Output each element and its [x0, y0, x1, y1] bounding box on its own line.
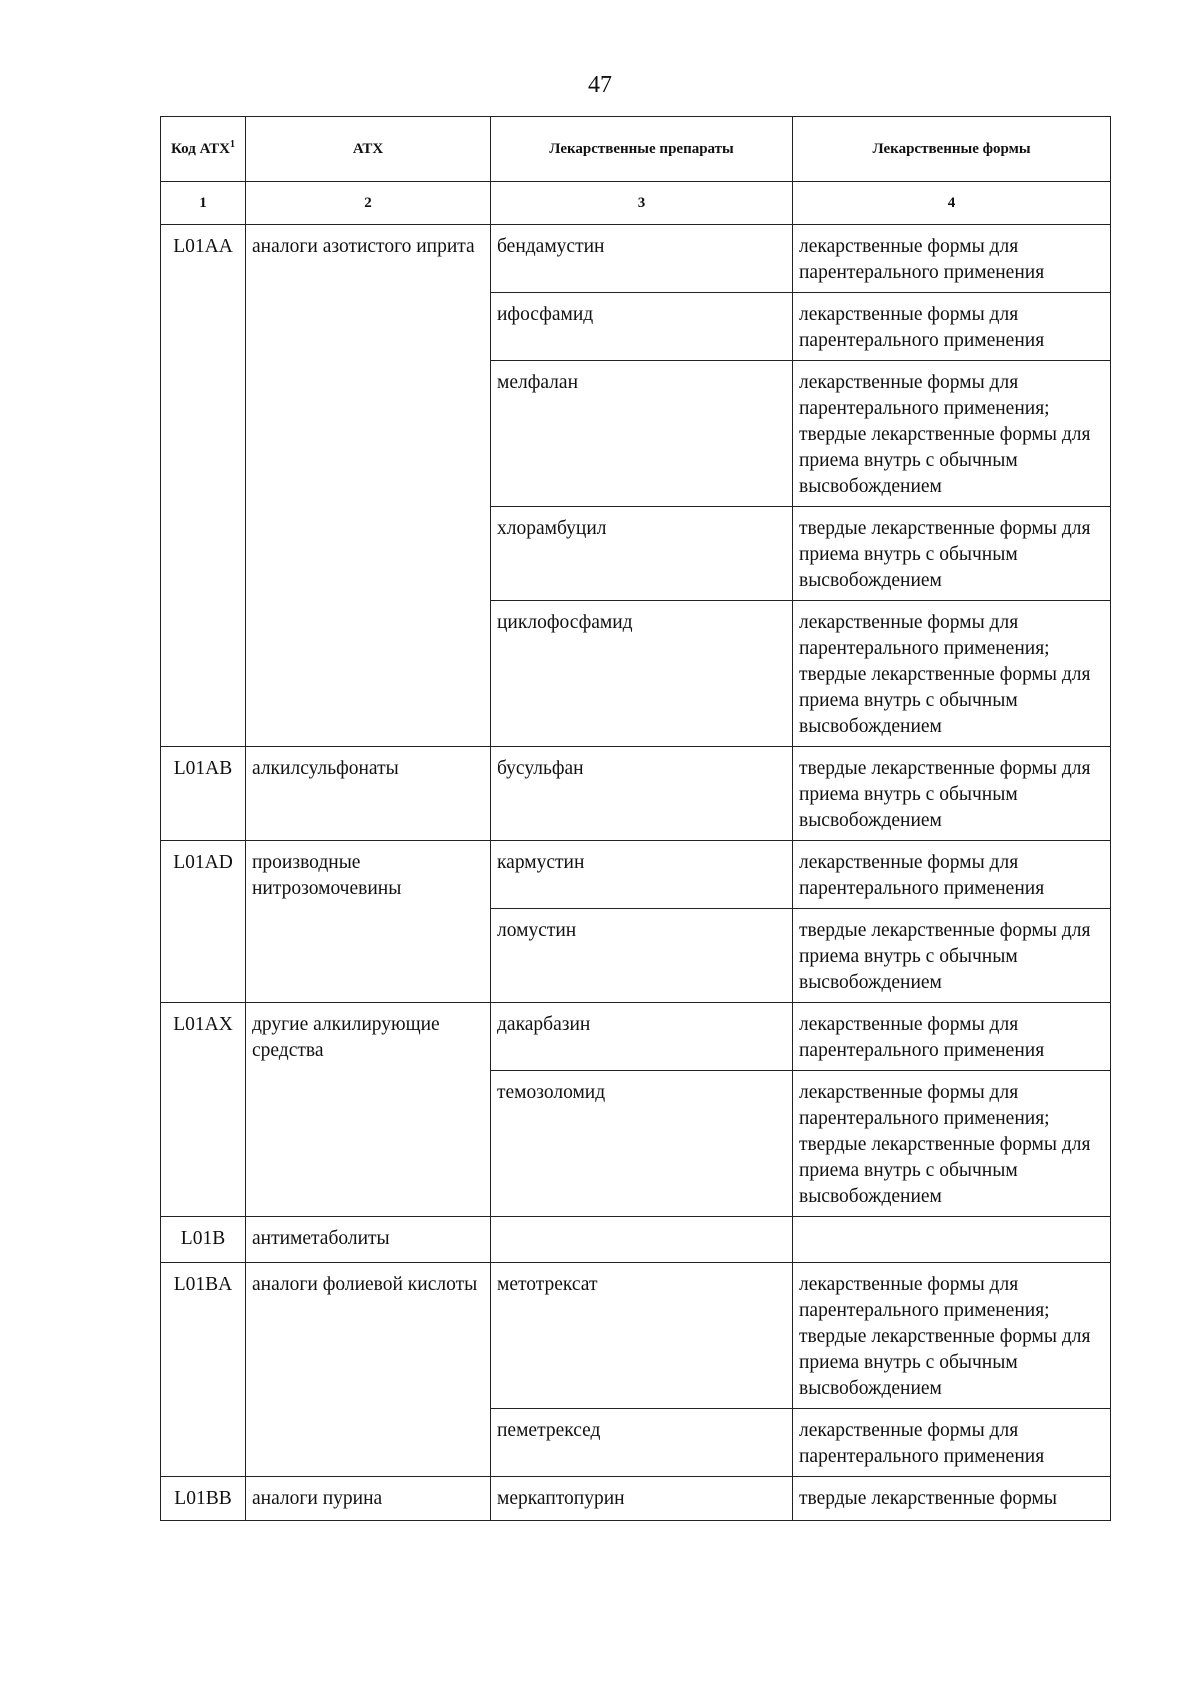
atx-group-cell: антиметаболиты: [246, 1217, 491, 1263]
drug-cell: бендамустин: [491, 225, 793, 293]
drug-cell: меркаптопурин: [491, 1477, 793, 1521]
column-number: 3: [491, 182, 793, 225]
atx-group-cell: другие алкилирующие средства: [246, 1003, 491, 1217]
drug-cell: ифосфамид: [491, 293, 793, 361]
drug-cell: ломустин: [491, 909, 793, 1003]
table-row: [161, 1263, 1111, 1409]
column-number-row: [161, 182, 1111, 225]
header-drugs: Лекарственные препараты: [491, 117, 793, 182]
forms-cell: [793, 1217, 1111, 1263]
atx-code-cell: L01AB: [161, 747, 246, 841]
atx-code-cell: L01BB: [161, 1477, 246, 1521]
atx-code-cell: L01AD: [161, 841, 246, 1003]
forms-cell: лекарственные формы для парентерального применения; твердые лекарственные формы для приема внутрь с обычным высвобождением: [793, 361, 1111, 507]
header-forms: Лекарственные формы: [793, 117, 1111, 182]
table-row: [161, 1477, 1111, 1521]
drug-cell: пеметрексед: [491, 1409, 793, 1477]
atx-code-cell: L01B: [161, 1217, 246, 1263]
header-atx: АТХ: [246, 117, 491, 182]
atx-group-cell: аналоги пурина: [246, 1477, 491, 1521]
table-row: [161, 841, 1111, 909]
forms-cell: лекарственные формы для парентерального применения; твердые лекарственные формы для приема внутрь с обычным высвобождением: [793, 1071, 1111, 1217]
atx-group-cell: производные нитрозомочевины: [246, 841, 491, 1003]
footnote-marker: 1: [229, 138, 235, 150]
drug-cell: [491, 1217, 793, 1263]
forms-cell: лекарственные формы для парентерального применения: [793, 1409, 1111, 1477]
drug-cell: метотрексат: [491, 1263, 793, 1409]
forms-cell: твердые лекарственные формы для приема внутрь с обычным высвобождением: [793, 909, 1111, 1003]
table-row: [161, 1003, 1111, 1071]
forms-cell: лекарственные формы для парентерального применения: [793, 293, 1111, 361]
drug-cell: темозоломид: [491, 1071, 793, 1217]
column-number: 2: [246, 182, 491, 225]
drug-cell: кармустин: [491, 841, 793, 909]
forms-cell: твердые лекарственные формы для приема внутрь с обычным высвобождением: [793, 507, 1111, 601]
atx-group-cell: алкилсульфонаты: [246, 747, 491, 841]
table-header-row: [161, 117, 1111, 182]
page-number: 47: [588, 72, 612, 98]
drug-cell: хлорамбуцил: [491, 507, 793, 601]
atx-group-cell: аналоги фолиевой кислоты: [246, 1263, 491, 1477]
drug-cell: бусульфан: [491, 747, 793, 841]
atx-drug-table: [160, 116, 1111, 1521]
column-number: 1: [161, 182, 246, 225]
atx-code-cell: L01AX: [161, 1003, 246, 1217]
table-row: [161, 747, 1111, 841]
drug-cell: дакарбазин: [491, 1003, 793, 1071]
forms-cell: твердые лекарственные формы для приема внутрь с обычным высвобождением: [793, 747, 1111, 841]
atx-code-cell: L01AA: [161, 225, 246, 747]
forms-cell: лекарственные формы для парентерального применения: [793, 225, 1111, 293]
forms-cell: лекарственные формы для парентерального применения: [793, 1003, 1111, 1071]
column-number: 4: [793, 182, 1111, 225]
table-row: [161, 1217, 1111, 1263]
atx-group-cell: аналоги азотистого иприта: [246, 225, 491, 747]
forms-cell: лекарственные формы для парентерального применения; твердые лекарственные формы для приема внутрь с обычным высвобождением: [793, 1263, 1111, 1409]
forms-cell: твердые лекарственные формы: [793, 1477, 1111, 1521]
forms-cell: лекарственные формы для парентерального применения: [793, 841, 1111, 909]
forms-cell: лекарственные формы для парентерального применения; твердые лекарственные формы для приема внутрь с обычным высвобождением: [793, 601, 1111, 747]
header-atx-code: Код АТХ$^1$: [161, 117, 246, 182]
table-row: [161, 225, 1111, 293]
atx-code-cell: L01BA: [161, 1263, 246, 1477]
drug-cell: мелфалан: [491, 361, 793, 507]
drug-cell: циклофосфамид: [491, 601, 793, 747]
